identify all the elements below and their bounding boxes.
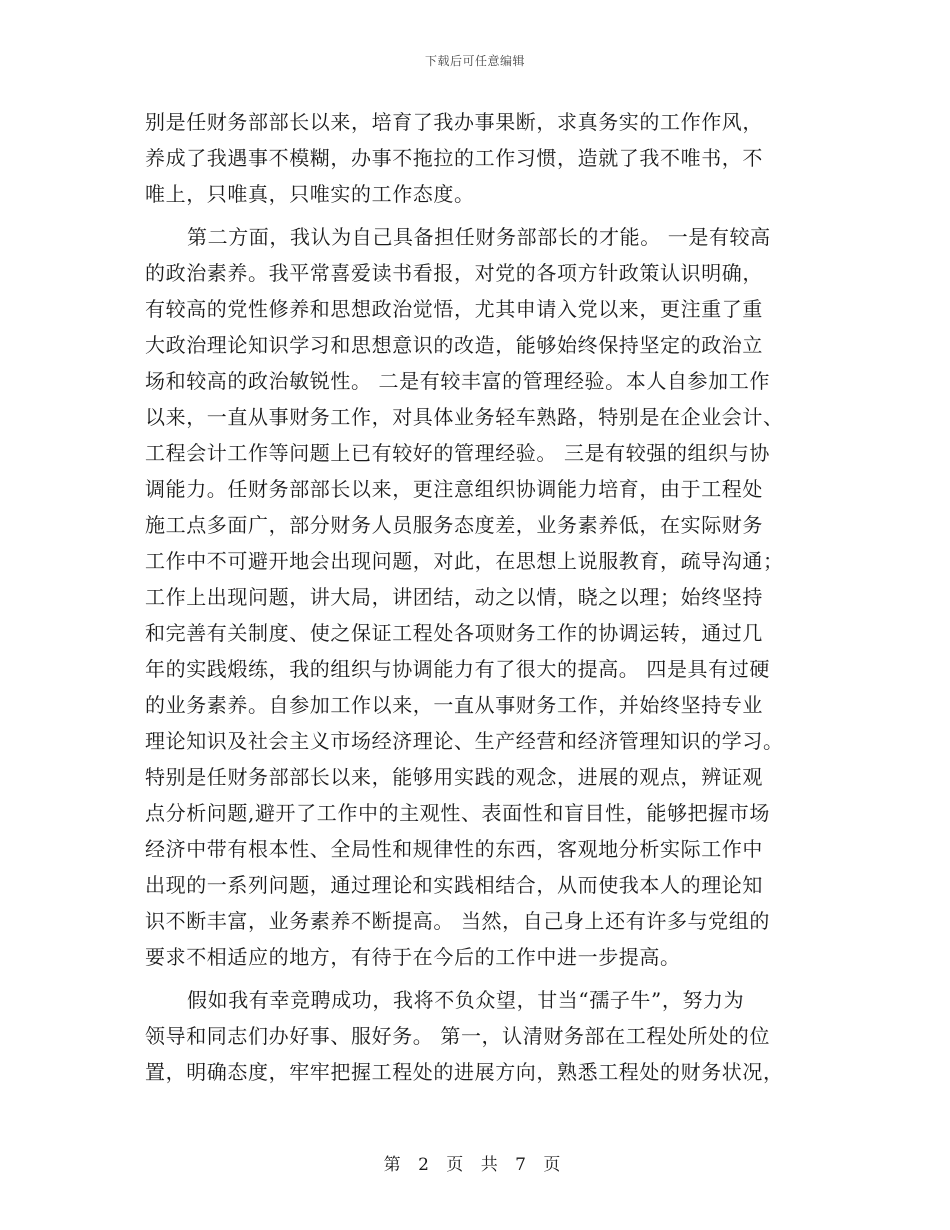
body-line: 的业务素养。自参加工作以来，一直从事财务工作，并始终坚持专业 — [145, 693, 763, 717]
body-line: 特别是任财务部部长以来，能够用实践的观念，进展的观点，辨证观 — [145, 765, 763, 789]
page-header-note: 下载后可任意编辑 — [424, 54, 525, 68]
page-number: 第 2 页 共 7 页 — [383, 1155, 567, 1175]
body-line: 识不断丰富，业务素养不断提高。 当然，自己身上还有许多与党组的 — [145, 909, 770, 933]
body-line: 工作上出现问题，讲大局，讲团结，动之以情，晓之以理；始终坚持 — [145, 585, 763, 609]
body-line: 调能力。任财务部部长以来，更注意组织协调能力培育，由于工程处 — [145, 477, 763, 501]
body-line: 有较高的党性修养和思想政治觉悟，尤其申请入党以来，更注重了重 — [145, 297, 763, 321]
body-line: 领导和同志们办好事、服好务。 第一，认清财务部在工程处所处的位 — [145, 1024, 770, 1048]
body-line: 要求不相适应的地方，有待于在今后的工作中进一步提高。 — [145, 945, 681, 969]
body-line: 和完善有关制度、使之保证工程处各项财务工作的协调运转，通过几 — [145, 621, 763, 645]
body-line: 第二方面，我认为自己具备担任财务部部长的才能。 一是有较高 — [187, 225, 771, 249]
body-line: 场和较高的政治敏锐性。 二是有较丰富的管理经验。本人自参加工作 — [145, 369, 770, 393]
body-line: 置，明确态度，牢牢把握工程处的进展方向，熟悉工程处的财务状况， — [145, 1060, 784, 1084]
body-line: 点分析问题,避开了工作中的主观性、表面性和盲目性，能够把握市场 — [145, 801, 770, 825]
body-line: 年的实践煅练，我的组织与协调能力有了很大的提高。 四是具有过硬 — [145, 657, 770, 681]
body-line: 理论知识及社会主义市场经济理论、生产经营和经济管理知识的学习。 — [145, 729, 784, 753]
body-line: 出现的一系列问题，通过理论和实践相结合，从而使我本人的理论知 — [145, 873, 763, 897]
body-line: 工作中不可避开地会出现问题，对此，在思想上说服教育，疏导沟通； — [145, 549, 784, 573]
body-line: 的政治素养。我平常喜爱读书看报，对党的各项方针政策认识明确， — [145, 261, 763, 285]
body-line: 养成了我遇事不模糊，办事不拖拉的工作习惯，造就了我不唯书，不 — [145, 146, 763, 170]
body-line: 施工点多面广，部分财务人员服务态度差，业务素养低，在实际财务 — [145, 513, 763, 537]
body-line: 经济中带有根本性、全局性和规律性的东西，客观地分析实际工作中 — [145, 837, 763, 861]
body-line: 以来，一直从事财务工作，对具体业务轻车熟路，特别是在企业会计、 — [145, 405, 784, 429]
body-line: 别是任财务部部长以来，培育了我办事果断，求真务实的工作作风， — [145, 110, 763, 134]
body-line: 大政治理论知识学习和思想意识的改造，能够始终保持坚定的政治立 — [145, 333, 763, 357]
body-line: 唯上，只唯真，只唯实的工作态度。 — [145, 182, 475, 206]
body-line: 假如我有幸竞聘成功，我将不负众望，甘当“孺子牛”，努力为 — [187, 988, 745, 1012]
body-line: 工程会计工作等问题上已有较好的管理经验。 三是有较强的组织与协 — [145, 441, 770, 465]
